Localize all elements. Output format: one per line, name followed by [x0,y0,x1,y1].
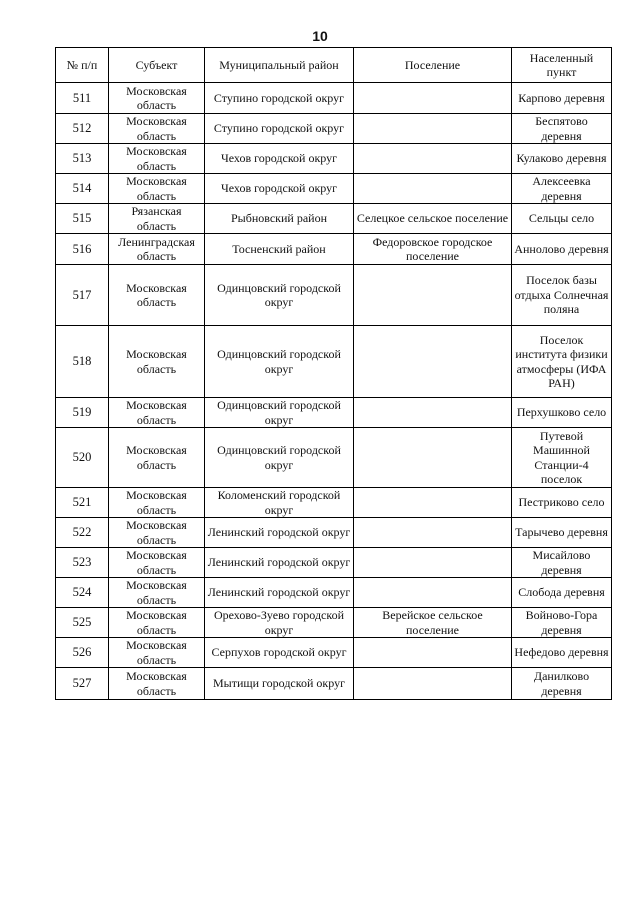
row-num: 516 [56,234,109,265]
row-locality: Тарычево деревня [512,518,612,548]
row-locality: Мисайлово деревня [512,548,612,578]
header-subject: Субъект [109,48,205,83]
row-district: Ленинский городской округ [205,518,354,548]
table-row [56,518,612,548]
row-subject: Московская область [109,608,205,638]
table-row [56,578,612,608]
row-settlement [354,428,512,488]
row-num: 517 [56,265,109,326]
row-district: Чехов городской округ [205,144,354,174]
row-locality: Данилково деревня [512,668,612,700]
row-subject: Московская область [109,578,205,608]
table-header-row [56,48,612,83]
row-district: Одинцовский городской округ [205,398,354,428]
row-settlement: Федоровское городское поселение [354,234,512,265]
row-locality: Алексеевка деревня [512,174,612,204]
row-num: 520 [56,428,109,488]
table-row [56,234,612,265]
row-district: Ленинский городской округ [205,548,354,578]
row-district: Чехов городской округ [205,174,354,204]
settlements-table [55,47,612,700]
header-district: Муниципальный район [205,48,354,83]
row-locality: Аннолово деревня [512,234,612,265]
row-settlement [354,83,512,114]
table-row [56,398,612,428]
row-num: 514 [56,174,109,204]
row-district: Ступино городской округ [205,114,354,144]
row-settlement: Верейское сельское поселение [354,608,512,638]
row-num: 526 [56,638,109,668]
row-district: Орехово-Зуево городской округ [205,608,354,638]
row-num: 511 [56,83,109,114]
table-row [56,144,612,174]
table-row [56,608,612,638]
row-locality: Поселок базы отдыха Солнечная поляна [512,265,612,326]
row-settlement [354,326,512,398]
row-district: Ленинский городской округ [205,578,354,608]
row-locality: Слобода деревня [512,578,612,608]
row-subject: Московская область [109,548,205,578]
row-district: Тосненский район [205,234,354,265]
row-subject: Московская область [109,265,205,326]
row-num: 512 [56,114,109,144]
table-row [56,174,612,204]
row-district: Серпухов городской округ [205,638,354,668]
row-num: 515 [56,204,109,234]
row-subject: Московская область [109,114,205,144]
row-settlement [354,398,512,428]
header-locality: Населенный пункт [512,48,612,83]
row-subject: Московская область [109,518,205,548]
table-row [56,265,612,326]
row-settlement [354,548,512,578]
row-locality: Сельцы село [512,204,612,234]
row-locality: Пестриково село [512,488,612,518]
row-district: Одинцовский городской округ [205,428,354,488]
row-locality: Нефедово деревня [512,638,612,668]
row-settlement [354,668,512,700]
row-district: Одинцовский городской округ [205,326,354,398]
row-num: 513 [56,144,109,174]
table-row [56,548,612,578]
row-subject: Московская область [109,428,205,488]
row-locality: Перхушково село [512,398,612,428]
header-num: № п/п [56,48,109,83]
table-row [56,326,612,398]
table-row [56,114,612,144]
row-district: Рыбновский район [205,204,354,234]
row-district: Ступино городской округ [205,83,354,114]
row-settlement: Селецкое сельское поселение [354,204,512,234]
row-district: Одинцовский городской округ [205,265,354,326]
page-number: 10 [312,28,328,44]
row-settlement [354,488,512,518]
row-settlement [354,638,512,668]
table-row [56,83,612,114]
row-subject: Московская область [109,174,205,204]
row-subject: Московская область [109,668,205,700]
row-locality: Карпово деревня [512,83,612,114]
row-locality: Войново-Гора деревня [512,608,612,638]
row-num: 527 [56,668,109,700]
row-subject: Московская область [109,326,205,398]
row-settlement [354,174,512,204]
row-subject: Московская область [109,488,205,518]
row-num: 525 [56,608,109,638]
table-row [56,668,612,700]
row-num: 518 [56,326,109,398]
row-settlement [354,265,512,326]
header-settlement: Поселение [354,48,512,83]
table-row [56,428,612,488]
row-subject: Ленинградская область [109,234,205,265]
row-subject: Московская область [109,144,205,174]
table-row [56,488,612,518]
row-settlement [354,518,512,548]
row-subject: Московская область [109,83,205,114]
row-num: 521 [56,488,109,518]
row-subject: Московская область [109,638,205,668]
row-subject: Московская область [109,398,205,428]
row-num: 524 [56,578,109,608]
row-num: 522 [56,518,109,548]
row-locality: Поселок института физики атмосферы (ИФА РАН) [512,326,612,398]
row-district: Коломенский городской округ [205,488,354,518]
row-settlement [354,578,512,608]
row-locality: Путевой Машинной Станции-4 поселок [512,428,612,488]
row-subject: Рязанская область [109,204,205,234]
row-num: 519 [56,398,109,428]
row-locality: Беспятово деревня [512,114,612,144]
row-settlement [354,144,512,174]
row-district: Мытищи городской округ [205,668,354,700]
row-settlement [354,114,512,144]
row-locality: Кулаково деревня [512,144,612,174]
row-num: 523 [56,548,109,578]
table-row [56,204,612,234]
table-row [56,638,612,668]
